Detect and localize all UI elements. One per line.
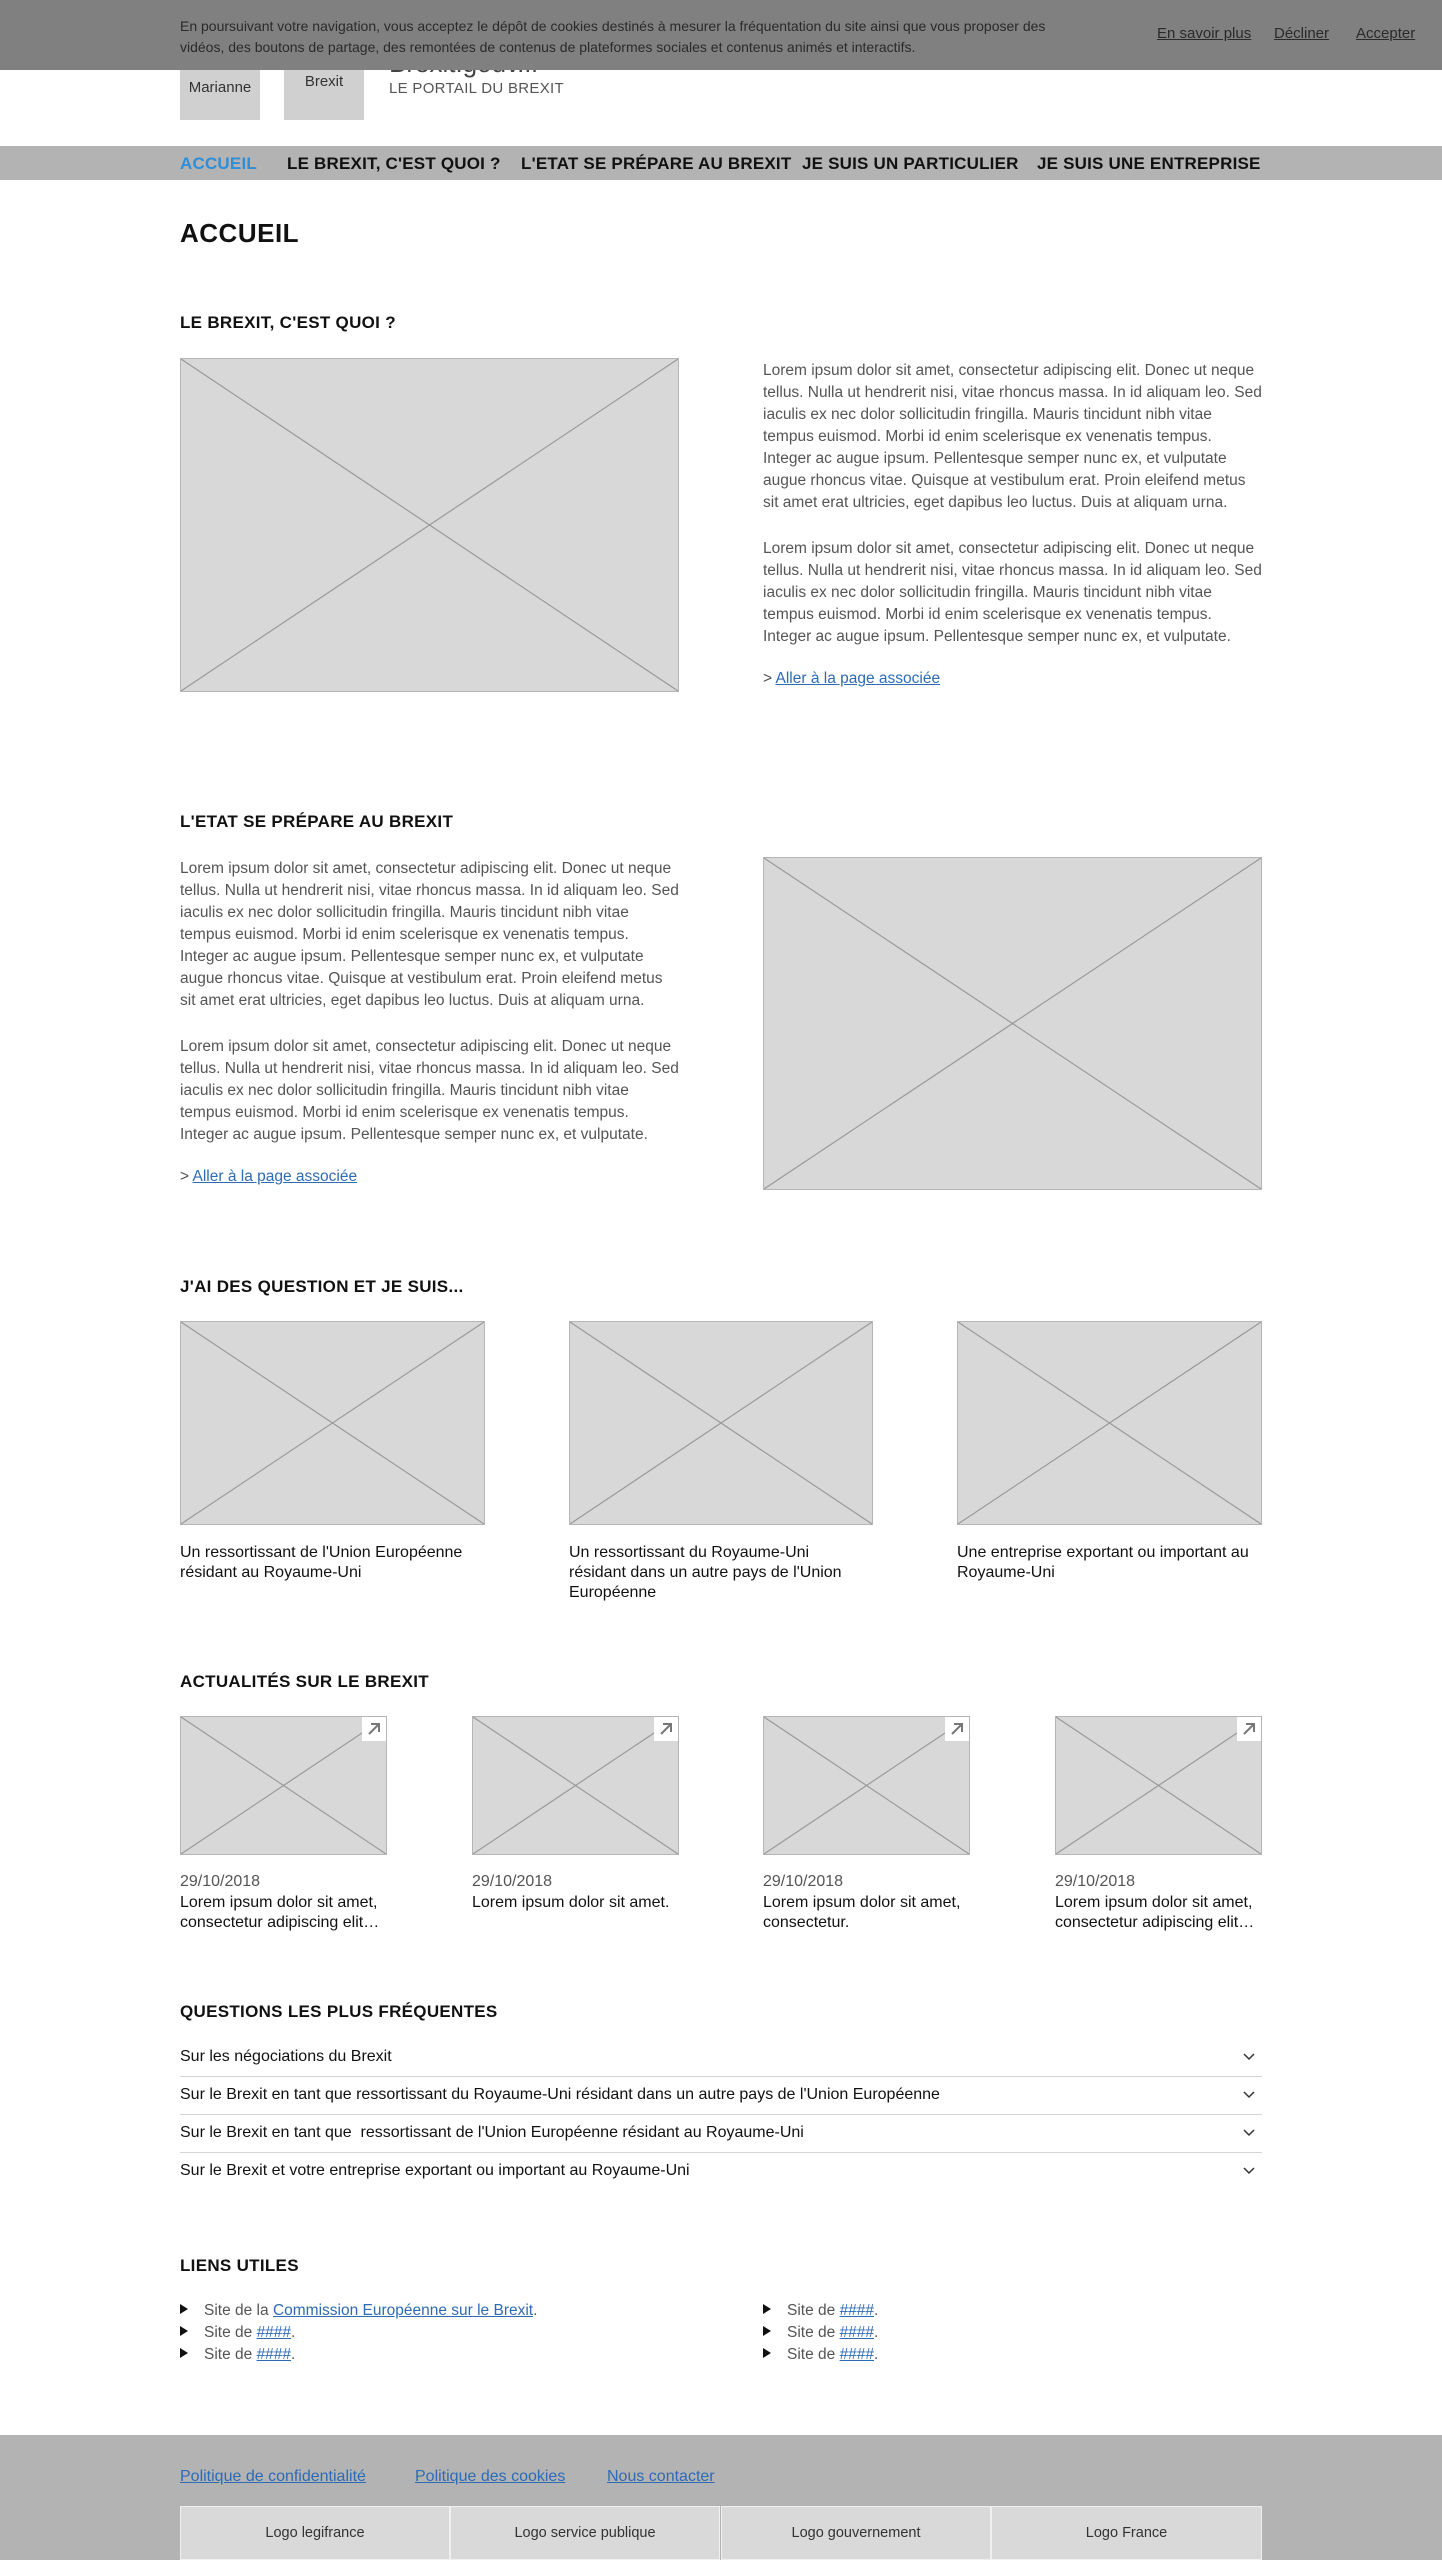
section-etat-more bbox=[180, 1168, 357, 1186]
news-title[interactable]: Lorem ipsum dolor sit amet, consectetur adipiscing elit… bbox=[1055, 1894, 1255, 1931]
news-date: 29/10/2018 bbox=[180, 1873, 261, 1890]
faq-item-business[interactable] bbox=[180, 2152, 1262, 2190]
useful-link-item bbox=[763, 2324, 878, 2342]
news-date: 29/10/2018 bbox=[472, 1873, 553, 1890]
useful-link-suffix: . bbox=[874, 2346, 879, 2363]
chevron-down-icon bbox=[1242, 2088, 1256, 2102]
logo-marianne-label: Marianne bbox=[188, 79, 252, 96]
nav-item-accueil[interactable]: ACCUEIL bbox=[180, 154, 257, 173]
useful-link-suffix: . bbox=[291, 2346, 296, 2363]
news-title[interactable]: Lorem ipsum dolor sit amet, consectetur adipiscing elit… bbox=[180, 1894, 380, 1931]
link-prefix: > bbox=[763, 670, 773, 687]
bullet-icon bbox=[180, 2348, 188, 2358]
faq-item-label: Sur le Brexit en tant que ressortissant de l'Union Européenne résidant au Royaume-Uni bbox=[180, 2124, 804, 2141]
news-image[interactable] bbox=[180, 1716, 387, 1855]
bullet-icon bbox=[763, 2304, 771, 2314]
chevron-down-icon bbox=[1242, 2164, 1256, 2178]
question-card-image[interactable] bbox=[569, 1321, 873, 1525]
cookie-learn-more-link[interactable]: En savoir plus bbox=[1157, 25, 1252, 42]
useful-link-suffix: . bbox=[874, 2324, 879, 2341]
useful-link-suffix: . bbox=[533, 2302, 538, 2319]
bullet-icon bbox=[180, 2326, 188, 2336]
question-card-eu-citizen[interactable]: Un ressortissant de l'Union Européenne résidant au Royaume-Uni bbox=[180, 1544, 463, 1581]
cookie-banner-text: En poursuivant votre navigation, vous acceptez le dépôt de cookies destinés à mesurer la fréquentation du site ainsi que vous proposer des vidéos, des boutons de partage, des remontées de contenus de plateformes sociales et contenus animés et interactifs. bbox=[180, 18, 1046, 55]
page-title: ACCUEIL bbox=[180, 218, 300, 248]
useful-link-item bbox=[180, 2302, 537, 2320]
useful-link-item bbox=[763, 2302, 878, 2320]
link-prefix: > bbox=[180, 1168, 190, 1185]
news-date: 29/10/2018 bbox=[763, 1873, 844, 1890]
useful-link-prefix: Site de bbox=[787, 2302, 840, 2319]
section-faq-title: QUESTIONS LES PLUS FRÉQUENTES bbox=[180, 2002, 498, 2021]
news-image[interactable] bbox=[1055, 1716, 1262, 1855]
external-link-icon[interactable] bbox=[654, 1717, 678, 1741]
question-card-image[interactable] bbox=[957, 1321, 1262, 1525]
section-etat-paragraph-2: Lorem ipsum dolor sit amet, consectetur adipiscing elit. Donec ut neque tellus. Nulla ut hendrerit nisi, vitae rhoncus massa. In id aliquam leo. Sed iaculis ex nec dolor sollicitudin fringilla. Mauris tincidunt nibh vitae tempus euismod. Morbi id enim scelerisque ex venenatis tempus. Integer ac augue ipsum. Pellentesque semper nunc ex, et vulputate. bbox=[180, 1038, 679, 1143]
external-link-icon[interactable] bbox=[1237, 1717, 1261, 1741]
faq-item-negotiations[interactable] bbox=[180, 2038, 1262, 2077]
question-card-business[interactable]: Une entreprise exportant ou important au Royaume-Uni bbox=[957, 1544, 1249, 1581]
question-card-image[interactable] bbox=[180, 1321, 485, 1525]
nav-item-brexit[interactable]: LE BREXIT, C'EST QUOI ? bbox=[287, 154, 501, 173]
cookie-accept-button[interactable]: Accepter bbox=[1356, 25, 1416, 42]
footer-privacy-link[interactable]: Politique de confidentialité bbox=[180, 2468, 366, 2485]
useful-link-prefix: Site de bbox=[204, 2346, 257, 2363]
faq-item-eu-citizen[interactable] bbox=[180, 2114, 1262, 2153]
section-brexit-paragraph-2: Lorem ipsum dolor sit amet, consectetur adipiscing elit. Donec ut neque tellus. Nulla ut hendrerit nisi, vitae rhoncus massa. In id aliquam leo. Sed iaculis ex nec dolor sollicitudin fringilla. Mauris tincidunt nibh vitae tempus euismod. Morbi id enim scelerisque ex venenatis tempus. Integer ac augue ipsum. Pellentesque semper nunc ex, et vulputate. bbox=[763, 540, 1262, 645]
news-title[interactable]: Lorem ipsum dolor sit amet, consectetur. bbox=[763, 1894, 961, 1931]
nav-item-entreprise[interactable]: JE SUIS UNE ENTREPRISE bbox=[1037, 154, 1261, 173]
faq-item-label: Sur les négociations du Brexit bbox=[180, 2048, 392, 2065]
footer-logo-gouvernement[interactable]: Logo gouvernement bbox=[721, 2506, 991, 2560]
useful-link-item bbox=[763, 2346, 878, 2364]
chevron-down-icon bbox=[1242, 2126, 1256, 2140]
cookie-decline-button[interactable]: Décliner bbox=[1274, 25, 1330, 42]
chevron-down-icon bbox=[1242, 2050, 1256, 2064]
logo-brexit-label: Brexit bbox=[304, 73, 344, 90]
footer-logo-france[interactable]: Logo France bbox=[991, 2506, 1262, 2560]
section-brexit-link[interactable]: Aller à la page associée bbox=[775, 670, 941, 687]
faq-item-label: Sur le Brexit et votre entreprise exportant ou important au Royaume-Uni bbox=[180, 2162, 690, 2179]
useful-link-item bbox=[180, 2346, 295, 2364]
news-date: 29/10/2018 bbox=[1055, 1873, 1136, 1890]
section-brexit-paragraph-1: Lorem ipsum dolor sit amet, consectetur adipiscing elit. Donec ut neque tellus. Nulla ut hendrerit nisi, vitae rhoncus massa. In id aliquam leo. Sed iaculis ex nec dolor sollicitudin fringilla. Mauris tincidunt nibh vitae tempus euismod. Morbi id enim scelerisque ex venenatis tempus. Integer ac augue ipsum. Pellentesque semper nunc ex, et vulputate augue rhoncus vitae. Quisque at vestibulum erat. Proin eleifend metus sit amet erat ultricies, eget dapibus leo luctus. Duis at aliquam urna. bbox=[763, 362, 1262, 511]
section-brexit-more bbox=[763, 670, 940, 688]
question-card-uk-citizen[interactable]: Un ressortissant du Royaume-Uni résidant dans un autre pays de l'Union Européenne bbox=[569, 1544, 842, 1601]
nav-item-particulier[interactable]: JE SUIS UN PARTICULIER bbox=[802, 154, 1019, 173]
useful-link[interactable]: #### bbox=[256, 2346, 292, 2363]
bullet-icon bbox=[180, 2304, 188, 2314]
useful-link-prefix: Site de bbox=[787, 2324, 840, 2341]
etat-image-placeholder bbox=[763, 857, 1262, 1190]
useful-link[interactable]: #### bbox=[256, 2324, 292, 2341]
section-etat-paragraph-1: Lorem ipsum dolor sit amet, consectetur adipiscing elit. Donec ut neque tellus. Nulla ut hendrerit nisi, vitae rhoncus massa. In id aliquam leo. Sed iaculis ex nec dolor sollicitudin fringilla. Mauris tincidunt nibh vitae tempus euismod. Morbi id enim scelerisque ex venenatis tempus. Integer ac augue ipsum. Pellentesque semper nunc ex, et vulputate augue rhoncus vitae. Quisque at vestibulum erat. Proin eleifend metus sit amet erat ultricies, eget dapibus leo luctus. Duis at aliquam urna. bbox=[180, 860, 679, 1009]
news-image[interactable] bbox=[472, 1716, 679, 1855]
footer-logo-service-public[interactable]: Logo service publique bbox=[450, 2506, 720, 2560]
news-title[interactable]: Lorem ipsum dolor sit amet. bbox=[472, 1894, 670, 1911]
footer-logo-legifrance[interactable]: Logo legifrance bbox=[180, 2506, 450, 2560]
useful-link[interactable]: Commission Européenne sur le Brexit bbox=[272, 2302, 534, 2319]
faq-item-label: Sur le Brexit en tant que ressortissant du Royaume-Uni résidant dans un autre pays de l'Union Européenne bbox=[180, 2086, 940, 2103]
section-brexit-title: LE BREXIT, C'EST QUOI ? bbox=[180, 313, 396, 332]
useful-link-suffix: . bbox=[291, 2324, 296, 2341]
brexit-image-placeholder bbox=[180, 358, 679, 692]
section-etat-title: L'ETAT SE PRÉPARE AU BREXIT bbox=[180, 812, 454, 831]
section-questions-title: J'AI DES QUESTION ET JE SUIS... bbox=[180, 1277, 464, 1296]
section-links-title: LIENS UTILES bbox=[180, 2256, 299, 2275]
faq-item-uk-citizen[interactable] bbox=[180, 2076, 1262, 2115]
site-subtitle: LE PORTAIL DU BREXIT bbox=[389, 80, 564, 97]
bullet-icon bbox=[763, 2326, 771, 2336]
external-link-icon[interactable] bbox=[945, 1717, 969, 1741]
footer-contact-link[interactable]: Nous contacter bbox=[607, 2468, 715, 2485]
useful-link-prefix: Site de bbox=[787, 2346, 840, 2363]
cookie-banner bbox=[0, 0, 1442, 70]
news-image[interactable] bbox=[763, 1716, 970, 1855]
nav-item-etat[interactable]: L'ETAT SE PRÉPARE AU BREXIT bbox=[521, 154, 792, 173]
useful-link-suffix: . bbox=[874, 2302, 879, 2319]
useful-link[interactable]: #### bbox=[839, 2346, 875, 2363]
useful-link[interactable]: #### bbox=[839, 2302, 875, 2319]
useful-link-prefix: Site de la bbox=[204, 2302, 273, 2319]
useful-link[interactable]: #### bbox=[839, 2324, 875, 2341]
useful-link-item bbox=[180, 2324, 295, 2342]
bullet-icon bbox=[763, 2348, 771, 2358]
section-etat-link[interactable]: Aller à la page associée bbox=[192, 1168, 358, 1185]
useful-link-prefix: Site de bbox=[204, 2324, 257, 2341]
footer-cookies-link[interactable]: Politique des cookies bbox=[415, 2468, 566, 2485]
main-nav bbox=[0, 146, 1442, 180]
section-news-title: ACTUALITÉS SUR LE BREXIT bbox=[180, 1672, 429, 1691]
external-link-icon[interactable] bbox=[362, 1717, 386, 1741]
